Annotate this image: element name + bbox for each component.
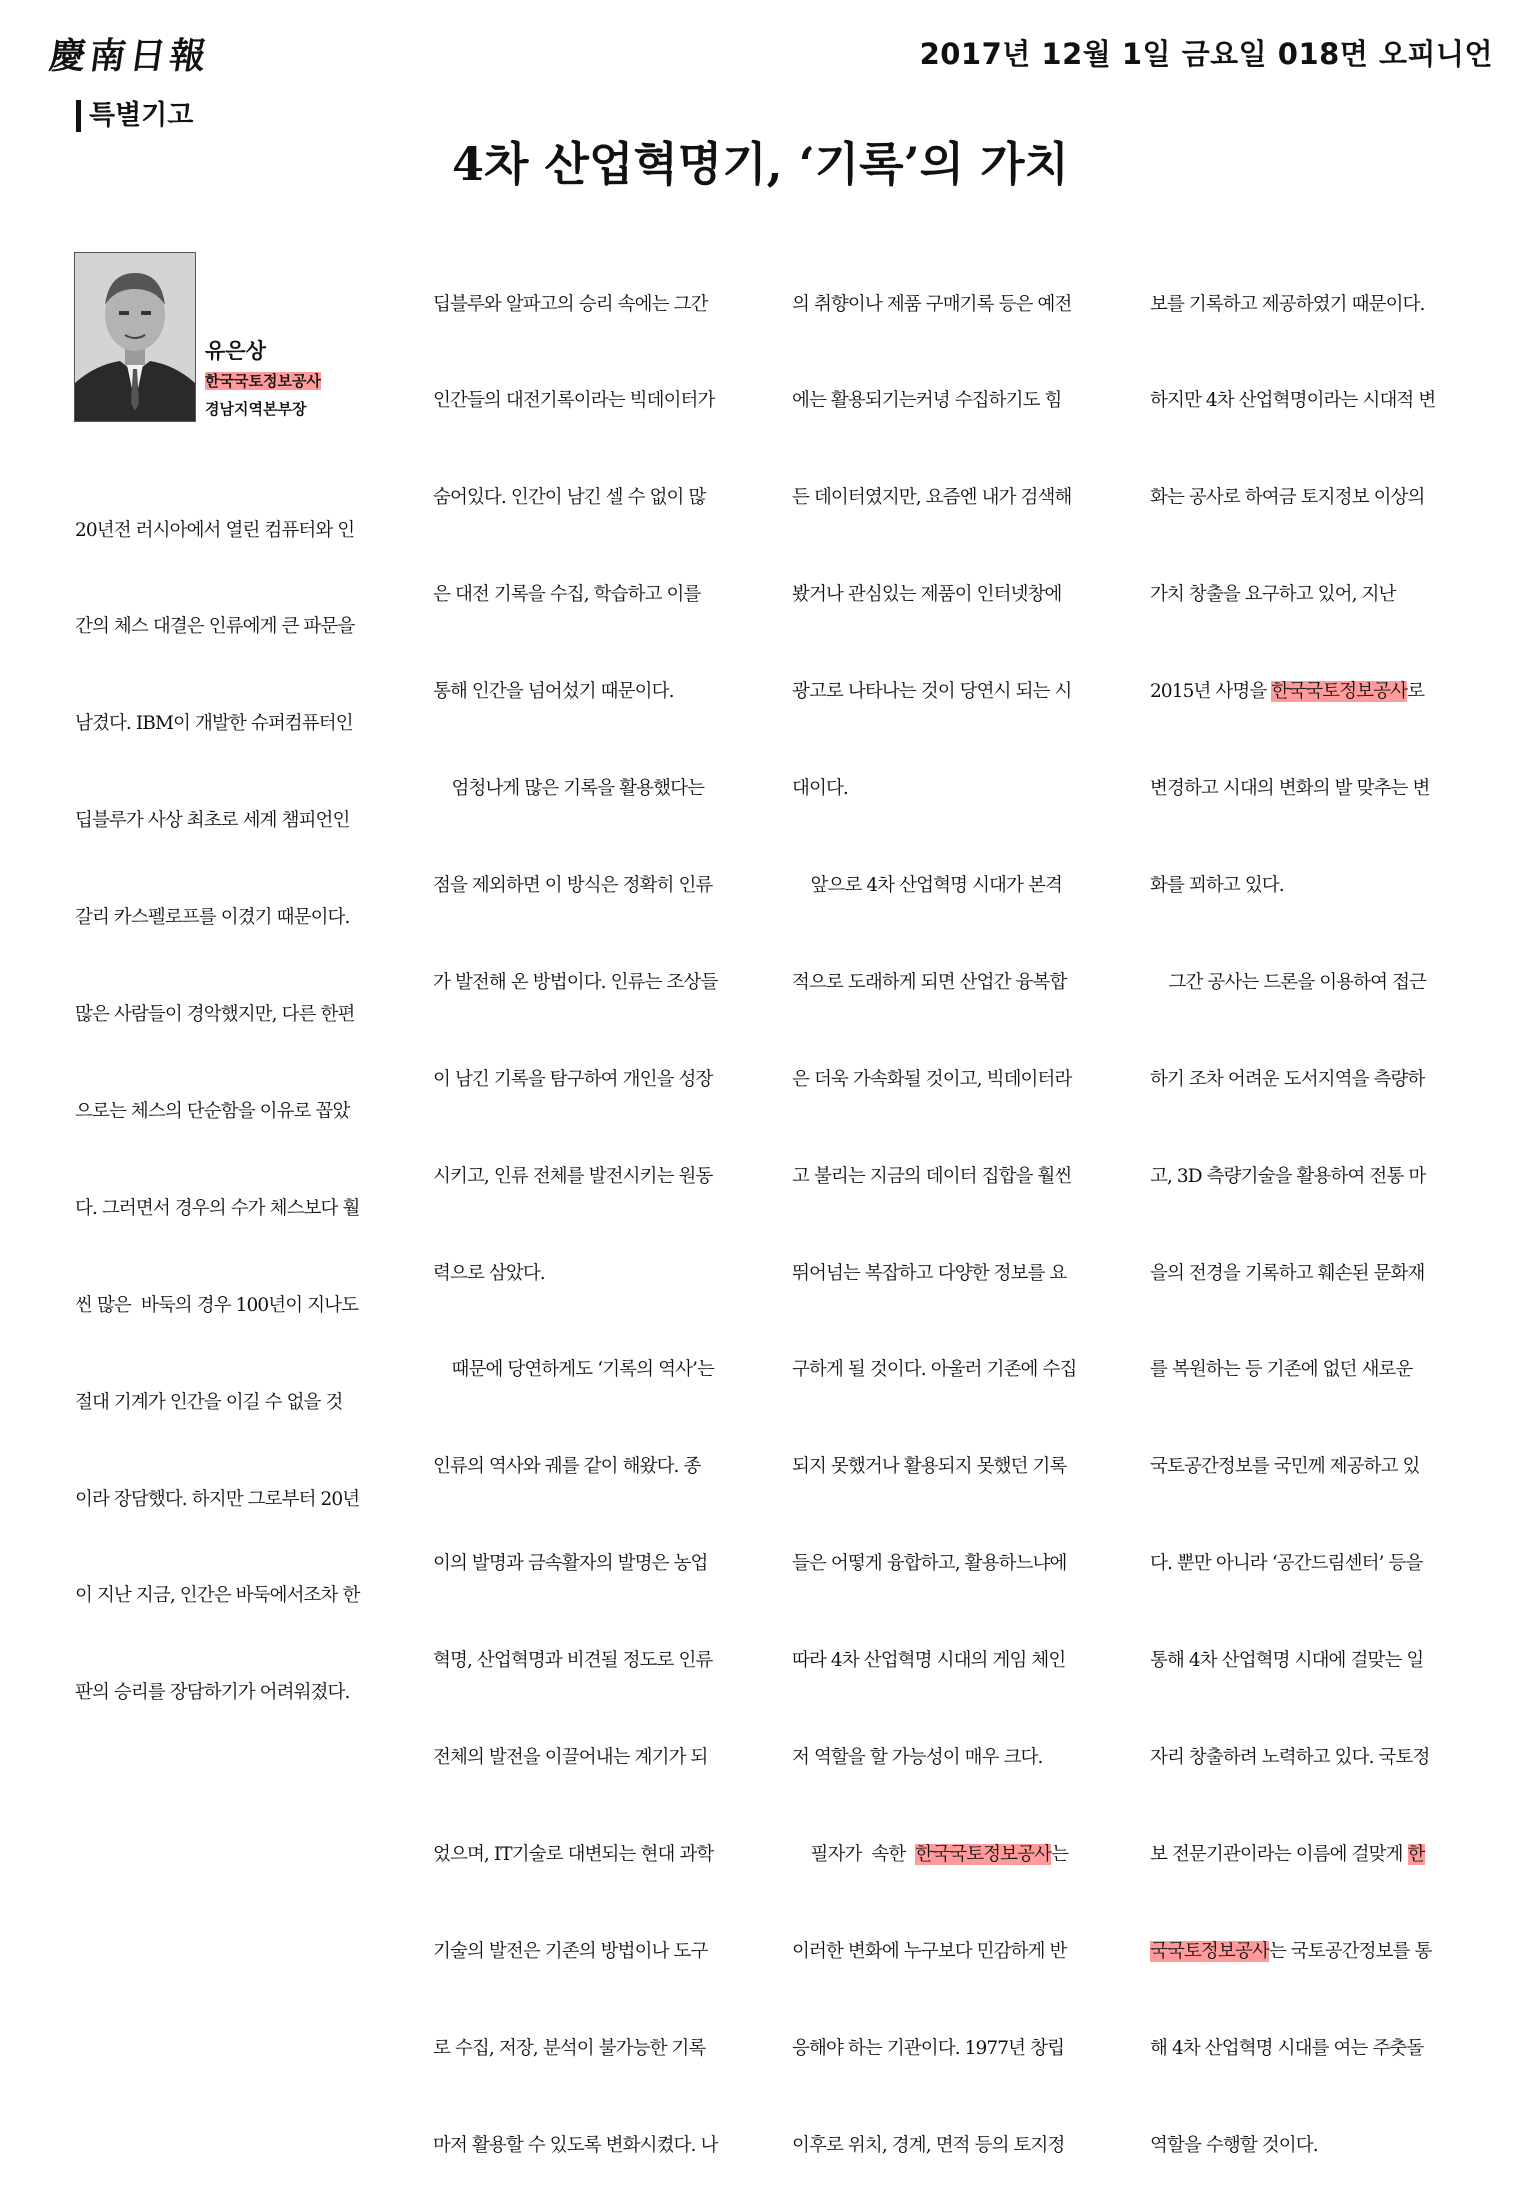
- highlighted-organization: 한: [1407, 1843, 1425, 1865]
- section-label: 특별기고: [76, 100, 193, 132]
- article-line: 보를 기록하고 제공하였기 때문이다.: [1150, 293, 1425, 315]
- article-line: 전체의 발전을 이끌어내는 계기가 되: [433, 1746, 708, 1768]
- article-line: 들은 어떻게 융합하고, 활용하느냐에: [792, 1553, 1067, 1575]
- author-title: 경남지역본부장: [205, 400, 307, 418]
- article-line: 자리 창출하려 노력하고 있다. 국토정: [1150, 1746, 1430, 1768]
- author-photo: [74, 252, 196, 422]
- article-line: 이라 장담했다. 하지만 그로부터 20년: [75, 1488, 360, 1510]
- article-line: 으로는 체스의 단순함을 이유로 꼽았: [75, 1100, 350, 1122]
- article-line: 이 남긴 기록을 탐구하여 개인을 성장: [433, 1068, 713, 1090]
- article-line: 로 수집, 저장, 분석이 불가능한 기록: [433, 2037, 706, 2059]
- article-line: 시키고, 인류 전체를 발전시키는 원동: [433, 1165, 713, 1187]
- article-column-4: [1150, 224, 1470, 2194]
- article-line: 따라 4차 산업혁명 시대의 게임 체인: [792, 1650, 1066, 1672]
- article-line: 인간들의 대전기록이라는 빅데이터가: [433, 390, 715, 412]
- article-line: 딥블루가 사상 최초로 세계 챔피언인: [75, 810, 350, 832]
- author-portrait-image: [75, 253, 195, 421]
- article-line: 엄청나게 많은 기록을 활용했다는: [451, 778, 705, 800]
- article-line: 화를 꾀하고 있다.: [1150, 874, 1284, 896]
- article-line: 다. 그러면서 경우의 수가 체스보다 훨: [75, 1197, 360, 1219]
- article-line: 저 역할을 할 가능성이 매우 크다.: [792, 1746, 1043, 1768]
- article-line: 다. 뿐만 아니라 ‘공간드림센터’ 등을: [1150, 1553, 1423, 1575]
- article-line: 씬 많은 바둑의 경우 100년이 지나도: [75, 1294, 359, 1316]
- article-line: 남겼다. IBM이 개발한 슈퍼컴퓨터인: [75, 713, 353, 735]
- article-line: 역할을 수행할 것이다.: [1150, 2134, 1318, 2156]
- article-line: 보 전문기관이라는 이름에 걸맞게 한: [1150, 1843, 1425, 1865]
- highlighted-organization: 국국토정보공사: [1150, 1940, 1269, 1962]
- article-line: 필자가 속한 한국국토정보공사는: [810, 1843, 1069, 1865]
- article-line: 통해 인간을 넘어섰기 때문이다.: [433, 681, 674, 703]
- article-line: 적으로 도래하게 되면 산업간 융복합: [792, 971, 1067, 993]
- article-line: 때문에 당연하게도 ‘기록의 역사’는: [451, 1359, 714, 1381]
- article-line: 구하게 될 것이다. 아울러 기존에 수집: [792, 1359, 1077, 1381]
- article-line: 간의 체스 대결은 인류에게 큰 파문을: [75, 616, 355, 638]
- article-line: 었으며, IT기술로 대변되는 현대 과학: [433, 1843, 714, 1865]
- article-line: 마저 활용할 수 있도록 변화시켰다. 나: [433, 2134, 718, 2156]
- article-line: 2015년 사명을 한국국토정보공사로: [1150, 681, 1425, 703]
- article-line: 든 데이터였지만, 요즘엔 내가 검색해: [792, 487, 1072, 509]
- article-line: 은 대전 기록을 수집, 학습하고 이를: [433, 584, 701, 606]
- article-line: 절대 기계가 인간을 이길 수 없을 것: [75, 1391, 343, 1413]
- article-line: 국토공간정보를 국민께 제공하고 있: [1150, 1456, 1420, 1478]
- article-line: 많은 사람들이 경악했지만, 다른 한편: [75, 1004, 355, 1026]
- article-line: 가 발전해 온 방법이다. 인류는 조상들: [433, 971, 718, 993]
- article-line: 봤거나 관심있는 제품이 인터넷창에: [792, 584, 1062, 606]
- article-line: 기술의 발전은 기존의 방법이나 도구: [433, 1940, 708, 1962]
- author-name: 유은상: [205, 339, 266, 363]
- article-column-3: [792, 224, 1112, 2194]
- article-line: 통해 4차 산업혁명 시대에 걸맞는 일: [1150, 1650, 1424, 1672]
- author-organization: 한국국토정보공사: [205, 372, 321, 390]
- article-line: 하기 조차 어려운 도서지역을 측량하: [1150, 1068, 1425, 1090]
- article-line: 판의 승리를 장담하기가 어려워졌다.: [75, 1682, 350, 1704]
- article-line: 하지만 4차 산업혁명이라는 시대적 변: [1150, 390, 1436, 412]
- article-line: 이 지난 지금, 인간은 바둑에서조차 한: [75, 1585, 360, 1607]
- article-line: 력으로 삼았다.: [433, 1262, 545, 1284]
- article-line: 에는 활용되기는커녕 수집하기도 힘: [792, 390, 1062, 412]
- article-line: 화는 공사로 하여금 토지정보 이상의: [1150, 487, 1425, 509]
- article-line: 이러한 변화에 누구보다 민감하게 반: [792, 1940, 1067, 1962]
- article-line: 이후로 위치, 경계, 면적 등의 토지정: [792, 2134, 1065, 2156]
- article-line: 를 복원하는 등 기존에 없던 새로운: [1150, 1359, 1413, 1381]
- article-line: 가치 창출을 요구하고 있어, 지난: [1150, 584, 1396, 606]
- article-line: 그간 공사는 드론을 이용하여 접근: [1168, 971, 1427, 993]
- highlighted-organization: 한국국토정보공사: [915, 1843, 1052, 1865]
- article-line: 고, 3D 측량기술을 활용하여 전통 마: [1150, 1165, 1426, 1187]
- article-line: 뛰어넘는 복잡하고 다양한 정보를 요: [792, 1262, 1067, 1284]
- article-line: 혁명, 산업혁명과 비견될 정도로 인류: [433, 1650, 713, 1672]
- highlighted-organization: 한국국토정보공사: [1271, 681, 1408, 703]
- article-column-2: [433, 224, 753, 2194]
- article-line: 광고로 나타나는 것이 당연시 되는 시: [792, 681, 1072, 703]
- article-line: 해 4차 산업혁명 시대를 여는 주춧돌: [1150, 2037, 1424, 2059]
- article-line: 인류의 역사와 궤를 같이 해왔다. 종: [433, 1456, 701, 1478]
- article-column-1: [75, 450, 395, 1742]
- article-line: 앞으로 4차 산업혁명 시대가 본격: [810, 874, 1062, 896]
- article-line: 고 불리는 지금의 데이터 집합을 훨씬: [792, 1165, 1072, 1187]
- article-line: 변경하고 시대의 변화의 발 맞추는 변: [1150, 778, 1430, 800]
- newspaper-masthead: 慶南日報: [46, 35, 213, 77]
- issue-dateline: 2017년 12월 1일 금요일 018면 오피니언: [919, 37, 1493, 71]
- article-line: 국국토정보공사는 국토공간정보를 통: [1150, 1940, 1432, 1962]
- article-line: 딥블루와 알파고의 승리 속에는 그간: [433, 293, 708, 315]
- article-headline: 4차 산업혁명기, ‘기록’의 가치: [452, 137, 1069, 191]
- article-line: 숨어있다. 인간이 남긴 셀 수 없이 많: [433, 487, 706, 509]
- article-line: 되지 못했거나 활용되지 못했던 기록: [792, 1456, 1067, 1478]
- article-line: 을의 전경을 기록하고 훼손된 문화재: [1150, 1262, 1425, 1284]
- article-line: 은 더욱 가속화될 것이고, 빅데이터라: [792, 1068, 1072, 1090]
- article-line: 대이다.: [792, 778, 848, 800]
- article-line: 응해야 하는 기관이다. 1977년 창립: [792, 2037, 1065, 2059]
- article-line: 갈리 카스펠로프를 이겼기 때문이다.: [75, 907, 350, 929]
- article-line: 점을 제외하면 이 방식은 정확히 인류: [433, 874, 713, 896]
- article-line: 이의 발명과 금속활자의 발명은 농업: [433, 1553, 708, 1575]
- article-line: 의 취향이나 제품 구매기록 등은 예전: [792, 293, 1072, 315]
- article-line: 20년전 러시아에서 열린 컴퓨터와 인: [75, 519, 355, 541]
